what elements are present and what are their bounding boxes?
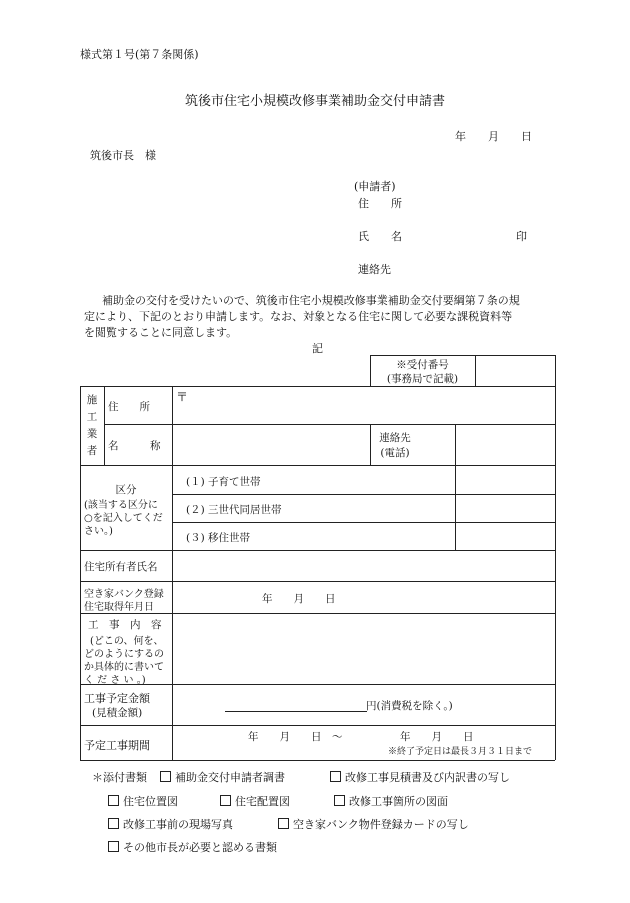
postal-mark: 〒 (176, 390, 189, 404)
cost-label: 工事予定金額 (84, 692, 150, 705)
category-note-1: (該当する区分に (84, 500, 158, 511)
category-title: 区分 (115, 484, 137, 496)
page-title: 筑後市住宅小規模改修事業補助金交付申請書 (184, 94, 445, 109)
period-to: 年 月 日 (400, 731, 474, 743)
checkbox-icon (220, 795, 231, 806)
akiya-date-field[interactable] (173, 582, 554, 612)
body-text-line2: 定により、下記のとおり申請します。なお、対象となる住宅に関して必要な課税資料等 (84, 310, 513, 323)
category-note-3: さい。) (84, 526, 113, 537)
category-option-2: (２) 三世代同居世帯 (186, 504, 282, 516)
attachments-heading: ＊添付書類 (92, 771, 147, 784)
checkbox-icon (160, 771, 171, 782)
ki-heading: 記 (312, 342, 323, 355)
reception-number-note: (事務局で記載) (386, 373, 459, 385)
period-from: 年 月 日 〜 (248, 731, 343, 743)
attachment-item[interactable]: 改修工事見積書及び内訳書の写し (330, 769, 510, 785)
owner-label: 住宅所有者氏名 (84, 561, 158, 573)
applicant-contact-label: 連絡先 (358, 263, 391, 276)
work-note-1: (どこの、何を、 (90, 636, 164, 647)
checkbox-icon (334, 795, 345, 806)
category-mark-1[interactable] (456, 466, 554, 493)
attachment-item[interactable]: 改修工事箇所の図面 (334, 793, 448, 809)
form-number: 様式第１号(第７条関係) (80, 48, 199, 61)
period-note: ※終了予定日は最長３月３１日まで (388, 747, 533, 757)
cost-unit: 円(消費税を除く。) (366, 700, 453, 712)
checkbox-icon (330, 771, 341, 782)
checkbox-icon (108, 818, 119, 829)
attachment-item[interactable]: 補助金交付申請者調書 (160, 769, 285, 785)
cost-underline (225, 711, 367, 712)
application-date: 年 月 日 (455, 130, 532, 143)
cost-label-note: (見積金額) (92, 707, 143, 719)
attachment-item[interactable]: 空き家バンク物件登録カードの写し (278, 816, 469, 832)
reception-number-field[interactable] (476, 356, 554, 385)
checkbox-icon (278, 818, 289, 829)
contractor-address-field[interactable] (173, 387, 554, 423)
reception-number-label: ※受付番号 (396, 359, 449, 371)
checkbox-icon (108, 841, 119, 852)
addressee: 筑後市長 様 (90, 149, 156, 162)
work-note-2: どのようにするの (84, 649, 164, 660)
contractor-tel-note: (電話) (380, 447, 410, 459)
contractor-address-label: 住 所 (108, 401, 150, 413)
applicant-address-label: 住 所 (358, 197, 402, 210)
akiya-label-2: 住宅取得年月日 (84, 602, 154, 613)
work-content-label: 工 事 内 容 (88, 619, 162, 631)
owner-field[interactable] (173, 551, 554, 580)
applicant-heading: (申請者) (354, 180, 396, 193)
contractor-name-field[interactable] (173, 425, 369, 464)
contractor-name-label: 名 称 (108, 440, 161, 452)
attachment-item[interactable]: 住宅配置図 (220, 793, 290, 809)
contractor-label: 施 工 業 者 (86, 394, 98, 457)
category-mark-3[interactable] (456, 523, 554, 549)
work-note-4: く だ さ い 。) (84, 675, 146, 686)
seal-mark: 印 (516, 230, 527, 243)
attachment-item[interactable]: その他市長が必要と認める書類 (108, 839, 277, 855)
work-note-3: か具体的に書いて (84, 662, 164, 673)
contractor-tel-field[interactable] (456, 425, 554, 464)
checkbox-icon (108, 795, 119, 806)
category-mark-2[interactable] (456, 495, 554, 521)
category-option-3: (３) 移住世帯 (186, 532, 251, 544)
category-note-2: ○を記入してくだ (84, 513, 163, 524)
attachment-item[interactable]: 改修工事前の現場写真 (108, 816, 233, 832)
cost-field[interactable] (225, 690, 367, 710)
attachment-item[interactable]: 住宅位置図 (108, 793, 178, 809)
akiya-date: 年 月 日 (262, 593, 336, 605)
contractor-tel-label: 連絡先 (379, 432, 411, 444)
work-content-field[interactable] (173, 614, 554, 683)
body-text-line3: を閲覧することに同意します。 (84, 326, 238, 339)
category-option-1: (１) 子育て世帯 (186, 476, 261, 488)
period-label: 予定工事期間 (84, 739, 150, 752)
body-text-line1: 補助金の交付を受けたいので、筑後市住宅小規模改修事業補助金交付要綱第７条の規 (102, 294, 520, 307)
akiya-label-1: 空き家バンク登録 (84, 589, 164, 600)
applicant-name-label: 氏 名 (358, 230, 402, 243)
